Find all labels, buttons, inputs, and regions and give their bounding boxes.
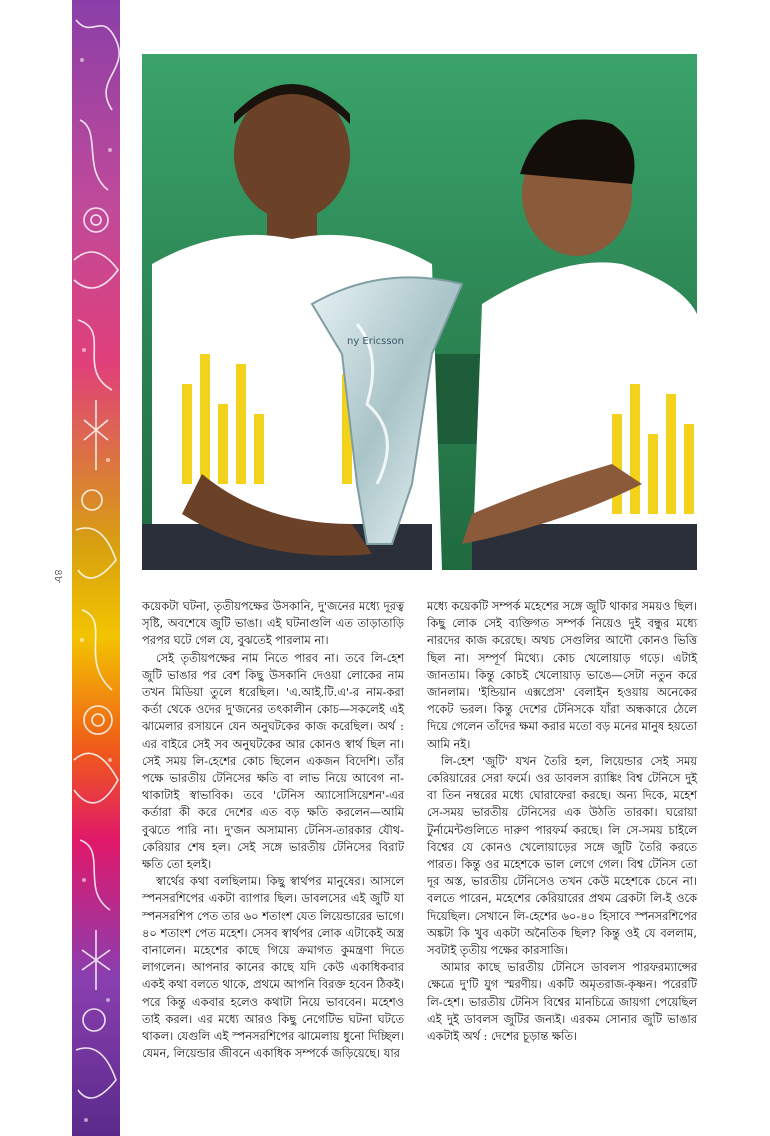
paragraph: কয়েকটা ঘটনা, তৃতীয়পক্ষের উসকানি, দু'জনের মধ্যে দূরত্ব সৃষ্টি, অবশেষে জুটি ভাঙা। এই ঘটনাগুলি এত তাড়াতাড়ি পরপর ঘটে গেল যে, বুঝতেই পারলাম না। <box>142 599 404 648</box>
paragraph: আমার কাছে ভারতীয় টেনিসে ডাবলস পারফরম্যান্সের ক্ষেত্রে দু'টি যুগ স্মরণীয়। একটি অমৃতরাজ-কৃষ্ণন। পরেরটি লি-হেশ। ভারতীয় টেনিস বিশ্বের মানচিত্রে জায়গা পেয়েছিল এই দুই ডাবলস জুটির জন্যই। এরকম সোনার জুটি ভাঙার একটাই অর্থ : দেশের চূড়ান্ত ক্ষতি। <box>427 960 697 1044</box>
page-number: ৪৮ <box>52 568 65 584</box>
floral-pattern <box>72 0 120 1136</box>
paragraph: সেই তৃতীয়পক্ষের নাম নিতে পারব না। তবে লি-হেশ জুটি ভাঙার পর বেশ কিছু উসকানি দেওয়া লোকের নাম তখন মিডিয়া তুলে ধরেছিল। 'এ.আই.টি.এ'-র নাম-করা কর্তা থেকে ওদের দু'জনের তৎকালীন কোচ—সকলেই এই ঝামেলার রসায়নে যেন অনুঘটকের কাজ করেছিল। অর্থ : এর বাইরে সেই সব অনুঘটকের আর কোনও স্বার্থ ছিল না। সেই সময় লি-হেশের কোচ ছিলেন একজন বিদেশি। তাঁর পক্ষে ভারতীয় টেনিসের ক্ষতি বা লাভ নিয়ে আবেগ না-থাকাটাই স্বাভাবিক। তবে 'টেনিস অ্যাসোসিয়েশন'-এর কর্তারা কী করে দেশের এত বড় ক্ষতি করলেন—আমি বুঝতে পারি না। দু'জন অসামান্য টেনিস-তারকার যৌথ-কেরিয়ার শেষ হল। সেই সঙ্গে ভারতীয় টেনিসের বিরাট ক্ষতি তো হলই। <box>142 650 404 872</box>
paragraph: মধ্যে কয়েকটি সম্পর্ক মহেশের সঙ্গে জুটি থাকার সময়ও ছিল। কিছু লোক সেই ব্যক্তিগত সম্পর্ক নিয়েও দুই বন্ধুর মধ্যে নারদের কাজ করেছে। অথচ সেগুলির আদৌ কোনও ভিত্তি ছিল না। সম্পূর্ণ মিথ্যে। কোচ খেলোয়াড় গড়ে। এটাই জানতাম। কিন্তু কোচই খেলোয়াড় ভাঙে—সেটা নতুন করে জানলাম। 'ইন্ডিয়ান এক্সপ্রেস' বেলাইন হওয়ায় অনেকের পকেট ভরল। কিন্তু দেশের টেনিসকে যাঁরা অন্ধকারে ঠেলে দিয়ে গেলেন তাঁদের ক্ষমা করার মতো বড় মনের মানুষ হয়তো আমি নই। <box>427 599 697 751</box>
tennis-players-trophy-photo <box>142 54 697 570</box>
decorative-floral-border <box>72 0 120 1136</box>
article-left-column <box>142 598 404 1062</box>
paragraph: লি-হেশ 'জুটি' যখন তৈরি হল, লিয়েন্ডার সেই সময় কেরিয়ারের সেরা ফর্মে। ওর ডাবলস র‍্যাঙ্কিং বিশ্ব টেনিসে দুই বা তিন নম্বরের মধ্যে ঘোরাফেরা করছে। অন্য দিকে, মহেশ সে-সময় ভারতীয় টেনিসের এক উঠতি তারকা। ঘরোয়া টুর্নামেন্টগুলিতে দারুণ পারফর্ম করছে। লি সে-সময় চাইলে বিশ্বের যে কোনও খেলোয়াড়ের সঙ্গে জুটি তৈরি করতে পারত। কিন্তু ওর মহেশকে ভাল লেগে গেল। বিশ্ব টেনিস তো দূর অস্ত, ভারতীয় টেনিসেও তখন কেউ মহেশকে চেনে না। বলতে পারেন, মহেশের কেরিয়ারের প্রথম ব্রেকটা লি-ই ওকে দিয়েছিল। সেখানে লি-হেশের ৬০-৪০ হিসাবে স্পনসরশিপের অঙ্কটা কি খুব একটা অনৈতিক ছিল? কিন্তু ওই যে বললাম, সবটাই তৃতীয় পক্ষের কারসাজি। <box>427 753 697 958</box>
trophy-sponsor-text: ny Ericsson <box>347 336 405 347</box>
article-right-column <box>427 598 697 1045</box>
paragraph: স্বার্থের কথা বলছিলাম। কিছু স্বার্থপর মানুষের। আসলে স্পনসরশিপের একটা ব্যাপার ছিল। ডাবলসের এই জুটি যা স্পনসরশিপ পেত তার ৬০ শতাংশ যেত লিয়েন্ডারের ভাগে। ৪০ শতাংশ পেত মহেশ। সেসব স্বার্থপর লোক এটাকেই অস্ত্র বানালেন। মহেশের কাছে গিয়ে ক্রমাগত কুমন্ত্রণা দিতে লাগলেন। আপনার কানের কাছে যদি কেউ একাধিকবার একই কথা বলতে থাকে, প্রথমে আপনি বিরক্ত হবেন ঠিকই। পরে কিন্তু একবার হলেও কথাটা নিয়ে ভাববেন। মহেশও তাই করল। এর মধ্যে আরও কিছু নেগেটিভ ঘটনা ঘটতে থাকল। যেগুলি এই স্পনসরশিপের ঝামেলায় ধুনো দিচ্ছিল। যেমন, লিয়েন্ডার জীবনে একাধিক সম্পর্কে জড়িয়েছে। যার <box>142 874 404 1061</box>
